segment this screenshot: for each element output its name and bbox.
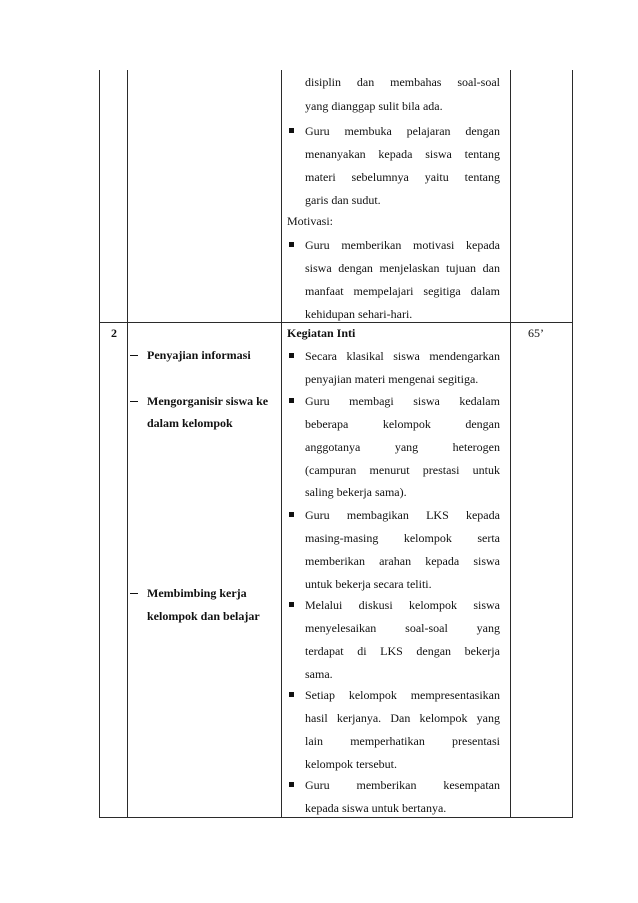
- word: tentang: [464, 147, 500, 161]
- word: siswa: [473, 598, 500, 612]
- table-col-divider-1: [127, 70, 128, 818]
- text-line: kehidupan sehari-hari.: [305, 307, 413, 321]
- word: menanyakan: [305, 147, 366, 161]
- dash-icon: [130, 355, 138, 356]
- word: Guru: [305, 508, 330, 522]
- text-line: [305, 778, 500, 792]
- text-line: [305, 124, 500, 138]
- word: Guru: [305, 238, 330, 252]
- word: dengan: [416, 644, 452, 658]
- table-row-divider: [99, 322, 573, 323]
- row-number: 2: [111, 326, 117, 340]
- text-line: [305, 598, 500, 612]
- text-line: [305, 621, 500, 635]
- word: siswa: [473, 554, 500, 568]
- word: klasikal: [346, 349, 384, 363]
- word: anggotanya: [305, 440, 361, 454]
- word: menyelesaikan: [305, 621, 377, 635]
- word: terdapat: [305, 644, 344, 658]
- word: mempelajari: [353, 284, 414, 298]
- bullet-square-icon: [289, 692, 294, 697]
- dash-icon: [130, 593, 138, 594]
- word: kepada: [465, 508, 500, 522]
- word: lain: [305, 734, 323, 748]
- text-line: [305, 261, 500, 275]
- text-line: [305, 75, 500, 89]
- text-line: [305, 147, 500, 161]
- word: dengan: [338, 261, 373, 275]
- word: dan: [482, 261, 500, 275]
- text-line: [305, 463, 500, 477]
- word: untuk: [472, 463, 500, 477]
- word: dalam: [470, 284, 500, 298]
- word: kepada: [466, 238, 500, 252]
- text-line: [305, 644, 500, 658]
- bullet-square-icon: [289, 398, 294, 403]
- word: menurut: [369, 463, 410, 477]
- word: kepada: [425, 554, 460, 568]
- bullet-square-icon: [289, 602, 294, 607]
- word: Dan: [390, 711, 411, 725]
- word: yang: [394, 440, 419, 454]
- word: beberapa: [305, 417, 349, 431]
- word: dengan: [465, 417, 500, 431]
- word: motivasi: [413, 238, 455, 252]
- text-line: garis dan sudut.: [305, 193, 381, 207]
- text-line: [305, 238, 500, 252]
- phase-item: Mengorganisir siswa ke: [147, 394, 269, 408]
- text-line: [305, 349, 500, 363]
- table-border-bottom: [99, 817, 573, 818]
- word: heterogen: [452, 440, 500, 454]
- word: membagikan: [346, 508, 409, 522]
- word: soal-soal: [457, 75, 500, 89]
- word: mendengarkan: [429, 349, 500, 363]
- text-line: untuk bekerja secara teliti.: [305, 577, 432, 591]
- word: prestasi: [422, 463, 460, 477]
- phase-item: dalam kelompok: [147, 416, 233, 430]
- word: siswa: [425, 147, 452, 161]
- word: dan: [356, 75, 375, 89]
- word: (campuran: [305, 463, 357, 477]
- word: serta: [477, 531, 500, 545]
- word: memberikan: [356, 778, 417, 792]
- word: disiplin: [305, 75, 342, 89]
- motivasi-label: Motivasi:: [287, 214, 334, 228]
- word: Secara: [305, 349, 337, 363]
- text-line: [305, 531, 500, 545]
- word: di: [357, 644, 367, 658]
- bullet-square-icon: [289, 242, 294, 247]
- word: Setiap: [305, 688, 335, 702]
- word: kelompok: [419, 711, 468, 725]
- text-line: yang dianggap sulit bila ada.: [305, 99, 443, 113]
- word: memberikan: [341, 238, 402, 252]
- word: Guru: [305, 778, 330, 792]
- word: pelajaran: [406, 124, 451, 138]
- text-line: [305, 440, 500, 454]
- text-line: [305, 711, 500, 725]
- bullet-square-icon: [289, 782, 294, 787]
- word: kedalam: [459, 394, 500, 408]
- word: masing-masing: [305, 531, 379, 545]
- table-border-right: [572, 70, 573, 818]
- word: membahas: [390, 75, 442, 89]
- word: mempresentasikan: [410, 688, 500, 702]
- word: segitiga: [423, 284, 461, 298]
- text-line: [305, 688, 500, 702]
- word: LKS: [426, 508, 449, 522]
- phase-item: Membimbing kerja: [147, 586, 247, 600]
- word: kelompok: [409, 598, 457, 612]
- word: bekerja: [464, 644, 500, 658]
- word: kelompok: [403, 531, 452, 545]
- bullet-square-icon: [289, 128, 294, 133]
- word: Guru: [305, 394, 330, 408]
- phase-item: Penyajian informasi: [147, 348, 251, 362]
- table-col-divider-2: [281, 70, 282, 818]
- word: diskusi: [358, 598, 393, 612]
- word: manfaat: [305, 284, 344, 298]
- text-line: sama.: [305, 667, 333, 681]
- time-allocation: 65’: [528, 326, 544, 340]
- word: tujuan: [446, 261, 477, 275]
- word: LKS: [380, 644, 403, 658]
- text-line: [305, 170, 500, 184]
- text-line: [305, 284, 500, 298]
- word: yang: [476, 621, 500, 635]
- text-line: kelompok tersebut.: [305, 757, 397, 771]
- word: soal-soal: [405, 621, 448, 635]
- text-line: [305, 554, 500, 568]
- word: siswa: [413, 394, 440, 408]
- word: kelompok: [348, 688, 397, 702]
- word: kesempatan: [443, 778, 500, 792]
- phase-item: kelompok dan belajar: [147, 609, 260, 623]
- text-line: kepada siswa untuk bertanya.: [305, 801, 447, 815]
- word: kerjanya.: [336, 711, 382, 725]
- table-border-left: [99, 70, 100, 818]
- word: hasil: [305, 711, 328, 725]
- word: Guru: [305, 124, 330, 138]
- bullet-square-icon: [289, 353, 294, 358]
- word: arahan: [379, 554, 412, 568]
- section-heading: Kegiatan Inti: [287, 326, 356, 340]
- word: Melalui: [305, 598, 343, 612]
- word: kepada: [378, 147, 413, 161]
- word: siswa: [305, 261, 332, 275]
- text-line: [305, 508, 500, 522]
- word: siswa: [393, 349, 420, 363]
- bullet-square-icon: [289, 512, 294, 517]
- table-col-divider-3: [510, 70, 511, 818]
- word: memberikan: [305, 554, 365, 568]
- word: yaitu: [424, 170, 449, 184]
- word: membuka: [344, 124, 392, 138]
- text-line: [305, 417, 500, 431]
- text-line: [305, 394, 500, 408]
- text-line: penyajian materi mengenai segitiga.: [305, 372, 479, 386]
- word: materi: [305, 170, 336, 184]
- word: dengan: [465, 124, 500, 138]
- word: sebelumnya: [351, 170, 409, 184]
- word: tentang: [464, 170, 500, 184]
- word: memperhatikan: [350, 734, 425, 748]
- text-line: saling bekerja sama).: [305, 485, 407, 499]
- word: yang: [476, 711, 500, 725]
- word: kelompok: [382, 417, 431, 431]
- dash-icon: [130, 401, 138, 402]
- text-line: [305, 734, 500, 748]
- word: menjelaskan: [379, 261, 440, 275]
- word: presentasi: [452, 734, 500, 748]
- word: membagi: [349, 394, 394, 408]
